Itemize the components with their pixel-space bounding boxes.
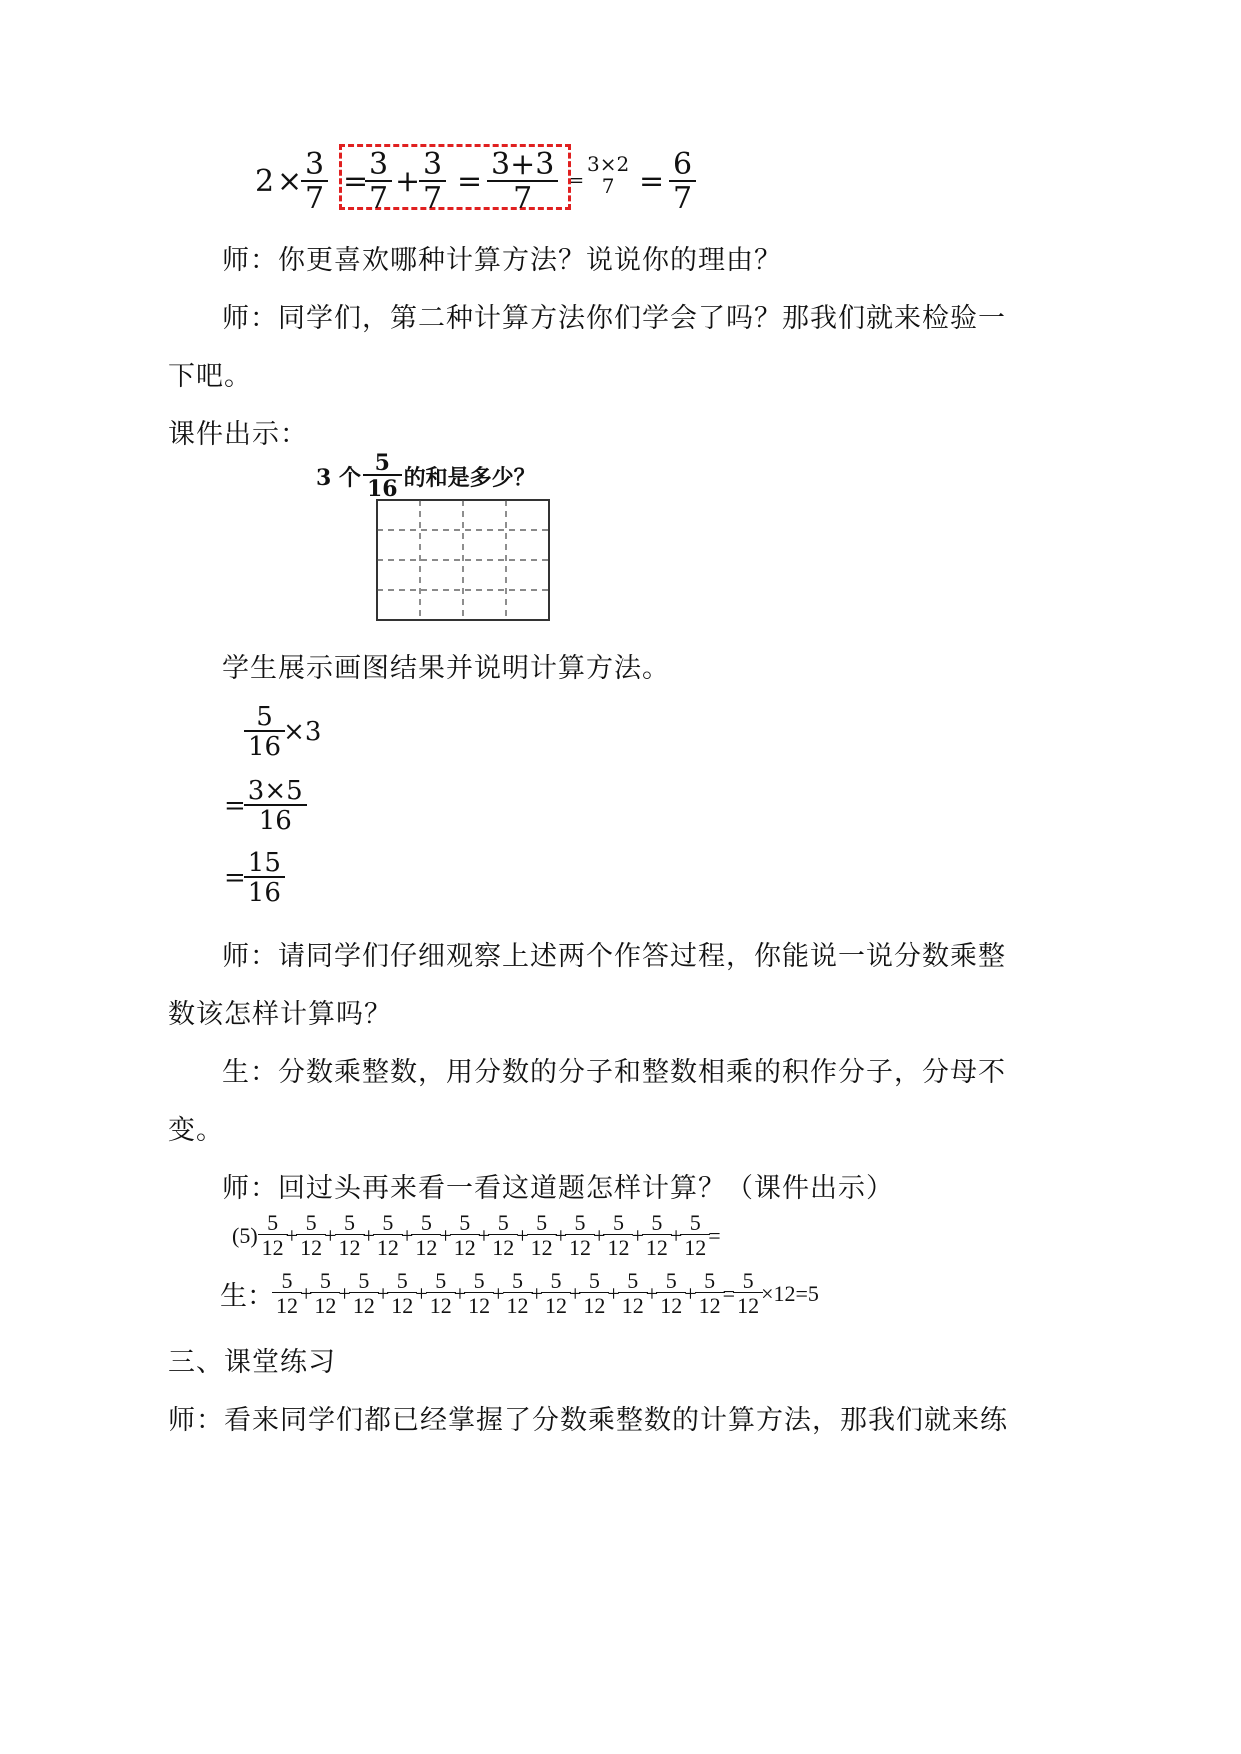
calc-line-1: $\frac{5}{16}$ ×3 [246,704,321,760]
question-fraction: $\frac{5}{16}$ [365,452,400,500]
question-5-expression: (5) $\frac{5}{12}$ + $\frac{5}{12}$ + $\frac{5}{12}$ + $\frac{5}{12}$ + $\frac{5}{12}$ + $\frac{5}{12}$ + $\frac{5}{12}$ + $\frac{5}{12}$ + $\frac{5}{12}$ + $\frac{5}{12}$ + $\frac{5}{12}$ + $\frac{5}{12}$ = [232,1210,721,1260]
eq1-integer: 2 [255,164,275,199]
paragraph-teacher-preference: 师：你更喜欢哪种计算方法？说说你的理由？ [222,245,782,276]
eq1-fraction-5: 3×2 7 [587,152,630,198]
eq1-equals-2: = [457,164,483,199]
paragraph-courseware-label: 课件出示： [168,419,308,450]
eq1-fraction-6: $\frac{6}{7}$ [671,150,694,214]
paragraph-student-rule-2: 变。 [168,1115,224,1146]
eq1-fraction-4: $\frac{3+3}{7}$ [489,150,556,214]
equation-line-1 [255,147,715,216]
question-prefix: 3 个 [316,464,361,491]
grid-diagram [375,498,551,622]
paragraph-student-demo: 学生展示画图结果并说明计算方法。 [222,653,670,684]
calc-times-3: ×3 [283,717,322,747]
calc-line-2: = $\frac{3\times 5}{16}$ [224,778,305,834]
paragraph-teacher-look-back: 师：回过头再来看一看这道题怎样计算？（课件出示） [222,1173,894,1204]
paragraph-teacher-practice: 师：看来同学们都已经掌握了分数乘整数的计算方法，那我们就来练 [168,1405,1008,1436]
eq1-times: × [277,164,303,199]
paragraph-teacher-observe-2: 数该怎样计算吗？ [168,999,392,1030]
question-5-label: (5) [232,1222,258,1248]
student-answer-label: 生： [220,1281,274,1312]
answer-result: ×12=5 [761,1280,819,1306]
eq1-equals-4: = [639,164,665,199]
paragraph-teacher-observe-1: 师：请同学们仔细观察上述两个作答过程，你能说一说分数乘整 [222,941,1006,972]
paragraph-teacher-check-1: 师：同学们，第二种计算方法你们学会了吗？那我们就来检验一 [222,303,1006,334]
paragraph-student-rule-1: 生：分数乘整数，用分数的分子和整数相乘的积作分子，分母不 [222,1057,1006,1088]
student-answer-expression: 生： $\frac{5}{12}$ + $\frac{5}{12}$ + $\frac{5}{12}$ + $\frac{5}{12}$ + $\frac{5}{12}$ + $\frac{5}{12}$ + $\frac{5}{12}$ + $\frac{5}{12}$ + $\frac{5}{12}$ + $\frac{5}{12}$ + $\frac{5}{12}$ + $\frac{5}{12}$ = $\frac{5}{12}$ ×12=5 [220,1268,819,1318]
eq1-fraction-3: $\frac{3}{7}$ [421,150,444,214]
eq1-equals-3: = [569,170,585,191]
eq1-fraction-1: $\frac{3}{7}$ [303,150,326,214]
section-heading-classroom-practice: 三、课堂练习 [168,1347,336,1378]
eq1-fraction-2: $\frac{3}{7}$ [367,150,390,214]
eq1-equals-1: = [343,164,369,199]
eq1-plus: + [395,164,421,199]
question-suffix: 的和是多少？ [403,464,536,491]
calc-line-3: = $\frac{15}{16}$ [224,850,283,906]
courseware-question [316,452,536,500]
paragraph-teacher-check-2: 下吧。 [168,361,252,392]
